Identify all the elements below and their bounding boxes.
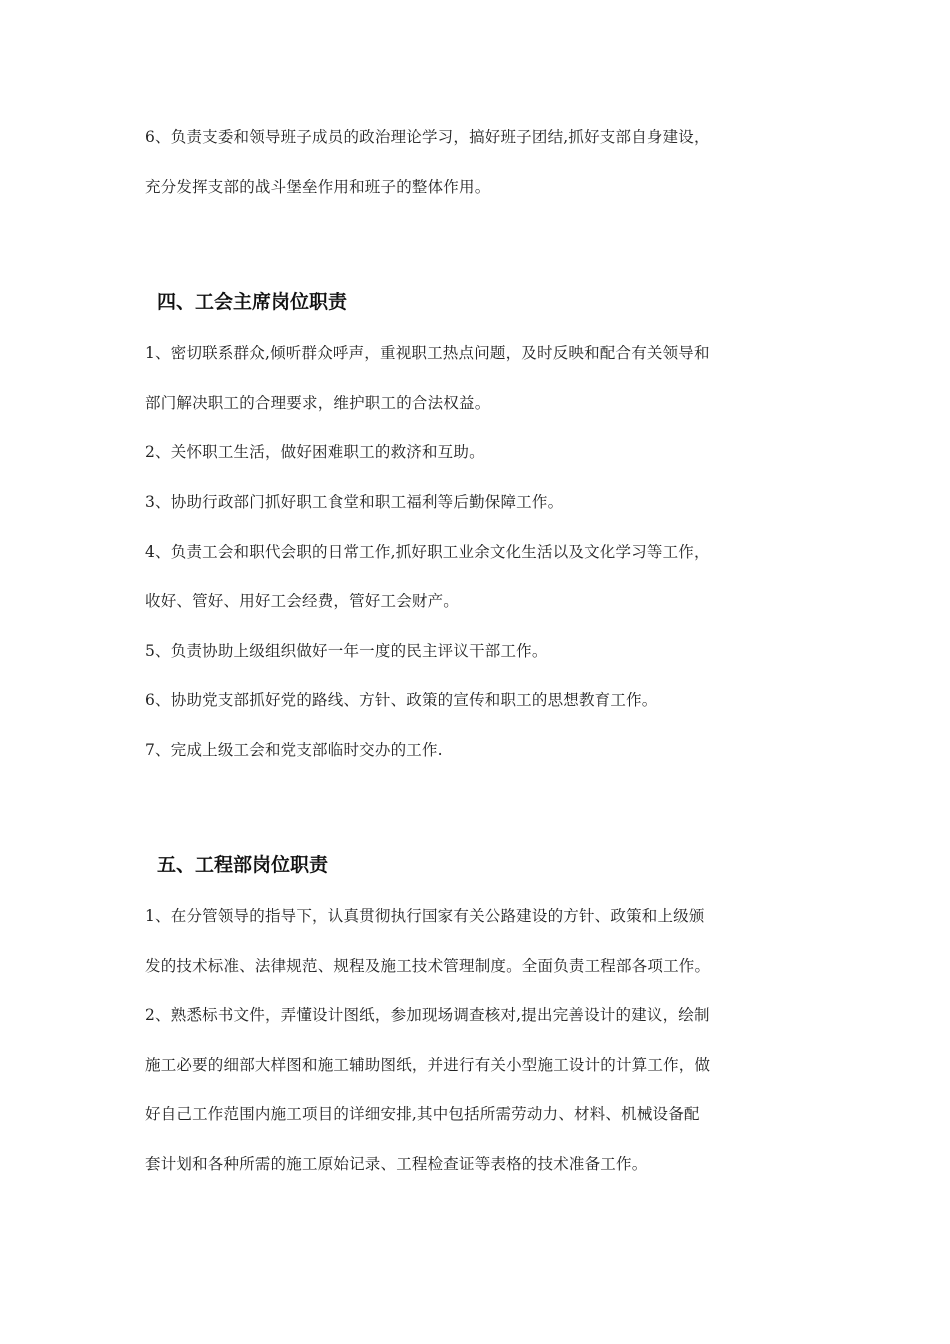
section-5-item-1-line-1: 1、在分管领导的指导下，认真贯彻执行国家有关公路建设的方针、政策和上级颁 (145, 907, 705, 925)
prev-item-6-line-2: 充分发挥支部的战斗堡垒作用和班子的整体作用。 (145, 178, 491, 196)
section-5-item-2-line-4: 套计划和各种所需的施工原始记录、工程检查证等表格的技术准备工作。 (145, 1155, 648, 1173)
section-4-item-1-line-1: 1、密切联系群众,倾听群众呼声，重视职工热点问题，及时反映和配合有关领导和 (145, 344, 710, 362)
section-5-title: 五、工程部岗位职责 (157, 854, 329, 876)
prev-item-6-line-1: 6、负责支委和领导班子成员的政治理论学习，搞好班子团结,抓好支部自身建设， (145, 128, 710, 146)
section-5-item-2-line-1: 2、熟悉标书文件，弄懂设计图纸，参加现场调查核对,提出完善设计的建议，绘制 (145, 1006, 710, 1024)
section-4-item-7: 7、完成上级工会和党支部临时交办的工作. (145, 741, 443, 759)
section-4-item-4-line-2: 收好、管好、用好工会经费，管好工会财产。 (145, 592, 460, 610)
section-5-item-2-line-3: 好自己工作范围内施工项目的详细安排,其中包括所需劳动力、材料、机械设备配 (145, 1105, 700, 1123)
section-4-item-2: 2、关怀职工生活，做好困难职工的救济和互助。 (145, 443, 485, 461)
section-4-item-5: 5、负责协助上级组织做好一年一度的民主评议干部工作。 (145, 642, 548, 660)
section-5-item-1-line-2: 发的技术标准、法律规范、规程及施工技术管理制度。全面负责工程部各项工作。 (145, 957, 711, 975)
section-4-item-4-line-1: 4、负责工会和职代会职的日常工作,抓好职工业余文化生活以及文化学习等工作， (145, 543, 710, 561)
section-4-item-1-line-2: 部门解决职工的合理要求，维护职工的合法权益。 (145, 394, 491, 412)
section-5-item-2-line-2: 施工必要的细部大样图和施工辅助图纸，并进行有关小型施工设计的计算工作，做 (145, 1056, 711, 1074)
section-4-item-6: 6、协助党支部抓好党的路线、方针、政策的宣传和职工的思想教育工作。 (145, 691, 658, 709)
section-4-item-3: 3、协助行政部门抓好职工食堂和职工福利等后勤保障工作。 (145, 493, 564, 511)
section-4-title: 四、工会主席岗位职责 (157, 291, 348, 313)
